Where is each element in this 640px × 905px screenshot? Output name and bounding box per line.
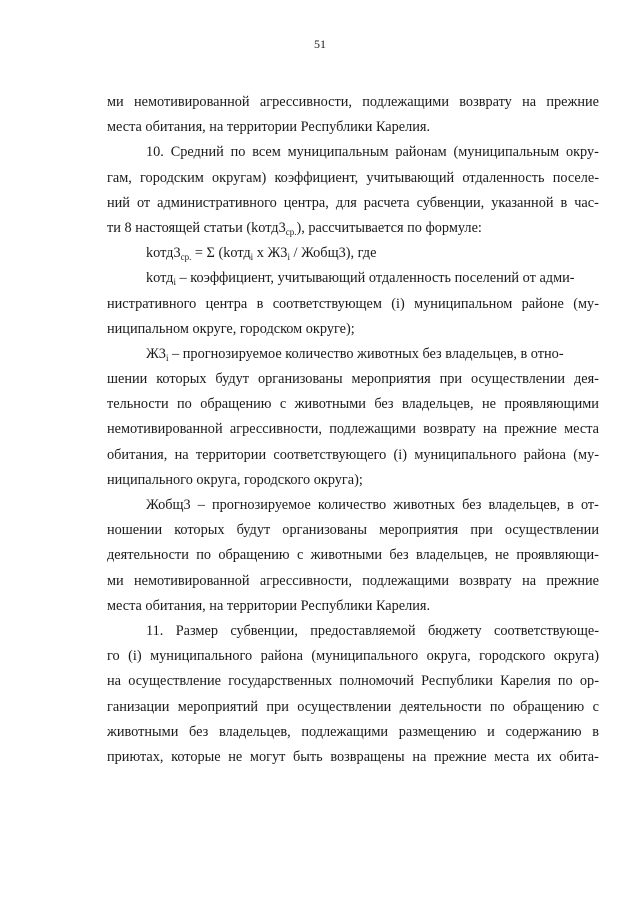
- word: в: [592, 723, 599, 740]
- word: по: [196, 547, 212, 564]
- word: городским: [140, 169, 204, 186]
- word: района: [260, 648, 303, 665]
- document-body: [107, 90, 599, 770]
- word: муниципальном: [414, 295, 513, 312]
- word: поселе-: [552, 169, 599, 186]
- line-text: места обитания, на территории Республики Карелия.: [107, 597, 431, 614]
- word: подлежащими: [329, 421, 416, 438]
- word: возврату: [459, 572, 512, 589]
- word: ганизации: [107, 698, 170, 715]
- word: ор-: [579, 673, 599, 690]
- text-line: [107, 720, 599, 745]
- word: по: [177, 396, 192, 413]
- word: немотивированной: [133, 94, 250, 110]
- word: будут: [215, 371, 250, 388]
- text-run: = Σ (kотд: [191, 245, 251, 262]
- word: осуществлении: [504, 522, 599, 539]
- word: на: [107, 673, 121, 690]
- word: мероприятий: [177, 698, 259, 715]
- word: осуществлении: [297, 698, 392, 715]
- word: Размер: [175, 622, 218, 639]
- word: и: [487, 723, 495, 740]
- word: подлежащими: [362, 94, 449, 110]
- word: центра: [205, 295, 248, 312]
- word: прежние: [433, 748, 487, 765]
- word: животных: [393, 497, 456, 513]
- line-text-with-subscript: [146, 266, 575, 291]
- word: районе: [521, 295, 564, 312]
- text-line: [107, 443, 599, 468]
- word: для: [335, 194, 357, 211]
- word: субвенции,: [416, 194, 485, 211]
- text-run: Ж3: [146, 345, 166, 362]
- word: муниципального: [414, 446, 517, 463]
- word: по: [489, 698, 505, 715]
- word: не: [494, 547, 509, 564]
- word: центра,: [283, 194, 329, 211]
- word: животными: [107, 723, 179, 740]
- word: соответствующе-: [494, 622, 599, 639]
- word: отдаленность: [462, 169, 545, 186]
- word: коэффициент,: [274, 169, 359, 186]
- word: на: [482, 421, 497, 438]
- text-line: [107, 745, 599, 770]
- word: места: [564, 421, 599, 438]
- word: немотивированной: [133, 572, 250, 589]
- word: бюджету: [427, 622, 482, 639]
- text-line: [107, 669, 599, 694]
- word: ний: [107, 194, 130, 211]
- word: обращению: [512, 698, 585, 715]
- text-line: [107, 292, 599, 317]
- word: всем: [252, 144, 281, 161]
- text-line: [107, 619, 599, 644]
- word: владельцев,: [488, 497, 561, 513]
- word: не: [228, 748, 243, 765]
- word: округа): [553, 648, 599, 665]
- word: прежние: [546, 94, 599, 110]
- text-run: kотд3: [146, 245, 181, 262]
- word: Республики: [421, 673, 493, 690]
- word: округа,: [426, 648, 471, 665]
- word: 11.: [146, 622, 164, 639]
- word: ми: [107, 572, 124, 589]
- word: расчета: [363, 194, 410, 211]
- text-run: / Жобщ3), где: [289, 245, 377, 262]
- word: муниципального: [150, 648, 253, 665]
- word: шении: [107, 371, 148, 388]
- word: на: [174, 446, 189, 463]
- text-line: [107, 367, 599, 392]
- word: животными: [310, 547, 383, 564]
- word: с: [592, 698, 599, 715]
- word: места: [494, 748, 530, 765]
- word: деятельности: [399, 698, 482, 715]
- word: осуществлении: [470, 371, 566, 388]
- word: животными: [294, 396, 366, 413]
- word: государственных: [228, 673, 333, 690]
- word: обитания,: [107, 446, 168, 463]
- word: при: [439, 371, 463, 388]
- text-line: [107, 317, 599, 342]
- formula: [146, 241, 376, 266]
- subscript: ср.: [180, 252, 192, 263]
- word: в: [567, 497, 574, 513]
- text-line: [107, 216, 599, 241]
- word: Карелия: [500, 673, 551, 690]
- word: 10.: [146, 144, 164, 161]
- line-text: места обитания, на территории Республики Карелия.: [107, 119, 431, 136]
- word: (му-: [573, 446, 599, 463]
- word: без: [462, 497, 482, 513]
- text-run: ), рассчитывается по формуле:: [296, 219, 482, 236]
- text-line: [107, 140, 599, 165]
- word: по: [557, 673, 573, 690]
- word: района: [523, 446, 566, 463]
- word: ми: [107, 94, 124, 110]
- line-text-with-subscript: [107, 216, 482, 241]
- word: могут: [249, 748, 286, 765]
- word: владельцев,: [415, 547, 488, 564]
- word: мероприятия: [351, 371, 431, 388]
- subscript: i: [165, 352, 169, 363]
- word: муниципальным: [287, 144, 389, 161]
- word: обращению: [200, 396, 272, 413]
- line-text-with-subscript: [146, 342, 564, 367]
- word: содержанию: [505, 723, 582, 740]
- subscript: i: [287, 252, 290, 263]
- word: обращению: [218, 547, 290, 564]
- word: в: [560, 194, 568, 211]
- word: субвенции,: [230, 622, 298, 639]
- word: с: [296, 547, 304, 564]
- text-run: kотд: [146, 270, 174, 287]
- word: городского: [479, 648, 546, 665]
- text-line: [107, 468, 599, 493]
- word: возврату: [423, 421, 476, 438]
- word: которых: [156, 371, 207, 388]
- word: на: [412, 748, 427, 765]
- word: которых: [174, 522, 225, 539]
- word: возврату: [459, 94, 512, 110]
- text-line: [107, 166, 599, 191]
- word: немотивированной: [107, 421, 223, 438]
- word: по: [230, 144, 246, 161]
- word: агрессивности,: [259, 572, 352, 589]
- text-line: [107, 191, 599, 216]
- word: на: [522, 572, 537, 589]
- word: час-: [574, 194, 599, 211]
- word: владельцев,: [219, 723, 291, 740]
- text-line: [107, 266, 599, 291]
- word: го: [107, 648, 120, 665]
- subscript: ср.: [285, 226, 297, 237]
- word: Средний: [170, 144, 224, 161]
- word: организованы: [257, 371, 343, 388]
- word: с: [279, 396, 287, 413]
- word: соответствующем: [272, 295, 382, 312]
- word: нистративного: [107, 295, 197, 312]
- word: размещению: [398, 723, 477, 740]
- text-line: [107, 695, 599, 720]
- word: организованы: [282, 522, 367, 539]
- word: от: [136, 194, 151, 211]
- word: владельцев,: [401, 396, 474, 413]
- word: без: [189, 723, 209, 740]
- text-line: [107, 543, 599, 568]
- word: (i): [128, 648, 142, 665]
- word: ношении: [107, 522, 163, 539]
- text-line: [107, 594, 599, 619]
- word: территории: [195, 446, 267, 463]
- word: предоставляемой: [310, 622, 416, 639]
- text-line: [107, 417, 599, 442]
- word: округам): [212, 169, 267, 186]
- word: при: [266, 698, 289, 715]
- word: (муниципальным: [453, 144, 560, 161]
- word: учитывающий: [366, 169, 455, 186]
- word: их: [536, 748, 552, 765]
- word: обита-: [559, 748, 599, 765]
- text-line: [107, 569, 599, 594]
- word: в: [256, 295, 264, 312]
- word: Жобщ3: [146, 497, 191, 513]
- word: при: [470, 522, 493, 539]
- word: (му-: [573, 295, 599, 312]
- word: возвращены: [330, 748, 405, 765]
- word: прогнозируемое: [211, 497, 311, 513]
- text-line: [107, 115, 599, 140]
- word: деятельности: [107, 547, 189, 564]
- text-line: [107, 644, 599, 669]
- word: административного: [157, 194, 277, 211]
- text-run: ти 8 настоящей статьи (kотд3: [107, 219, 286, 236]
- word: количество: [317, 497, 387, 513]
- word: от-: [580, 497, 599, 513]
- text-line: [107, 392, 599, 417]
- text-run: – прогнозируемое количество животных без владельцев, в отно-: [168, 345, 564, 362]
- word: дея-: [573, 371, 599, 388]
- word: (i): [391, 295, 405, 312]
- word: полномочий: [339, 673, 414, 690]
- word: окру-: [565, 144, 599, 161]
- text-line: [107, 518, 599, 543]
- text-line: [107, 493, 599, 518]
- line-text: ниципальном округе, городском округе);: [107, 320, 355, 337]
- word: агрессивности,: [259, 94, 352, 110]
- word: районам: [395, 144, 447, 161]
- word: агрессивности,: [229, 421, 322, 438]
- text-line: [107, 342, 599, 367]
- word: которые: [171, 748, 221, 765]
- word: (i): [393, 446, 408, 463]
- word: тельности: [107, 396, 169, 413]
- word: прежние: [546, 572, 599, 589]
- word: приютах,: [107, 748, 164, 765]
- subscript: i: [250, 252, 254, 263]
- word: без: [389, 547, 409, 564]
- word: –: [197, 497, 205, 513]
- word: гам,: [107, 169, 132, 186]
- word: подлежащими: [301, 723, 389, 740]
- formula-line: [107, 241, 599, 266]
- word: проявляющи-: [516, 547, 599, 564]
- word: (муниципального: [311, 648, 419, 665]
- text-line: [107, 90, 599, 115]
- word: мероприятия: [379, 522, 459, 539]
- word: будут: [236, 522, 271, 539]
- word: проявляющими: [504, 396, 599, 413]
- word: прежние: [504, 421, 557, 438]
- subscript: i: [173, 277, 176, 288]
- text-run: – коэффициент, учитывающий отдаленность поселений от адми-: [175, 270, 575, 287]
- word: не: [481, 396, 496, 413]
- word: указанной: [491, 194, 554, 211]
- page-number: 51: [314, 37, 326, 51]
- word: быть: [293, 748, 323, 765]
- word: осуществление: [128, 673, 222, 690]
- line-text: ниципального округа, городского округа);: [107, 471, 363, 488]
- text-run: x Ж3: [253, 245, 288, 262]
- word: на: [522, 94, 537, 110]
- word: соответствующего: [273, 446, 387, 463]
- word: подлежащими: [362, 572, 449, 589]
- word: без: [374, 396, 394, 413]
